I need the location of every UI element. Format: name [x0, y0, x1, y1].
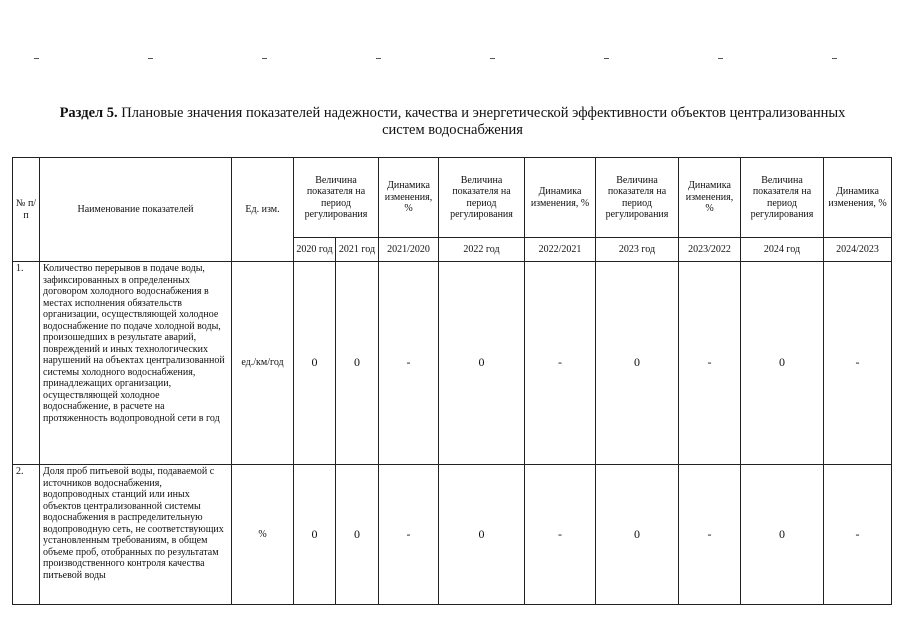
row-dynamics-2022-2021: -: [525, 262, 596, 465]
subheader-2024-2023: 2024/2023: [824, 238, 892, 262]
section-title-text: Плановые значения показателей надежности, качества и энергетической эффективности объектов централизованных: [117, 105, 846, 121]
subheader-2023-2022: 2023/2022: [679, 238, 741, 262]
subheader-2022-2021: 2022/2021: [525, 238, 596, 262]
row-dynamics-2023-2022: -: [679, 262, 741, 465]
table-header-row: [13, 158, 892, 238]
section-title: [20, 105, 885, 139]
row-dynamics-2023-2022: -: [679, 465, 741, 605]
row-value-2023: 0: [596, 465, 679, 605]
subheader-2022: 2022 год: [439, 238, 525, 262]
subheader-2021: 2021 год: [336, 238, 379, 262]
header-value-2024: Величина показателя на период регулирования: [741, 158, 824, 238]
row-dynamics-2024-2023: -: [824, 465, 892, 605]
row-value-2021: 0: [336, 465, 379, 605]
row-value-2022: 0: [439, 262, 525, 465]
indicators-table: [12, 157, 892, 605]
section-number: Раздел 5.: [59, 105, 118, 121]
row-value-2024: 0: [741, 465, 824, 605]
row-dynamics-2024-2023: -: [824, 262, 892, 465]
row-dynamics-2021-2020: -: [379, 262, 439, 465]
table-row: [13, 262, 892, 465]
subheader-2021-2020: 2021/2020: [379, 238, 439, 262]
row-value-2022: 0: [439, 465, 525, 605]
row-unit: %: [232, 465, 294, 605]
row-value-2020: 0: [294, 465, 336, 605]
header-dynamics-4: Динамика изменения, %: [824, 158, 892, 238]
row-number: 1.: [13, 262, 40, 465]
row-value-2021: 0: [336, 262, 379, 465]
subheader-2024: 2024 год: [741, 238, 824, 262]
header-dynamics-2: Динамика изменения, %: [525, 158, 596, 238]
subheader-2023: 2023 год: [596, 238, 679, 262]
header-unit: Ед. изм.: [232, 158, 294, 262]
header-num: № п/п: [13, 158, 40, 262]
row-number: 2.: [13, 465, 40, 605]
row-dynamics-2022-2021: -: [525, 465, 596, 605]
row-value-2023: 0: [596, 262, 679, 465]
header-dynamics-3: Динамика изменения, %: [679, 158, 741, 238]
subheader-2020: 2020 год: [294, 238, 336, 262]
section-title-line2: систем водоснабжения: [382, 122, 523, 138]
row-unit: ед./км/год: [232, 262, 294, 465]
row-indicator-name: Количество перерывов в подаче воды, зафиксированных в определенных договором холодного водоснабжения в местах исполнения обязательств организации, осуществляющей холодное водоснабжение по подаче холодной воды, произошедших в результате аварий, повреждений и иных технологических нарушений на объектах централизованной системы холодного водоснабжения, принадлежащих организации, осуществляющей холодное водоснабжение, в расчете на протяженность водопроводной сети в год: [40, 262, 232, 465]
row-indicator-name: Доля проб питьевой воды, подаваемой с источников водоснабжения, водопроводных станций или иных объектов централизованной системы водоснабжения в распределительную водопроводную сеть, не соответствующих установленным требованиям, в общем объеме проб, отобранных по результатам производственного контроля качества питьевой воды: [40, 465, 232, 605]
header-value-2023: Величина показателя на период регулирования: [596, 158, 679, 238]
header-name: Наименование показателей: [40, 158, 232, 262]
row-value-2024: 0: [741, 262, 824, 465]
header-value-2020-2021: Величина показателя на период регулирования: [294, 158, 379, 238]
table-row: [13, 465, 892, 605]
row-value-2020: 0: [294, 262, 336, 465]
header-dynamics-1: Динамика изменения, %: [379, 158, 439, 238]
row-dynamics-2021-2020: -: [379, 465, 439, 605]
page-top-dashes: [30, 58, 880, 64]
header-value-2022: Величина показателя на период регулирования: [439, 158, 525, 238]
